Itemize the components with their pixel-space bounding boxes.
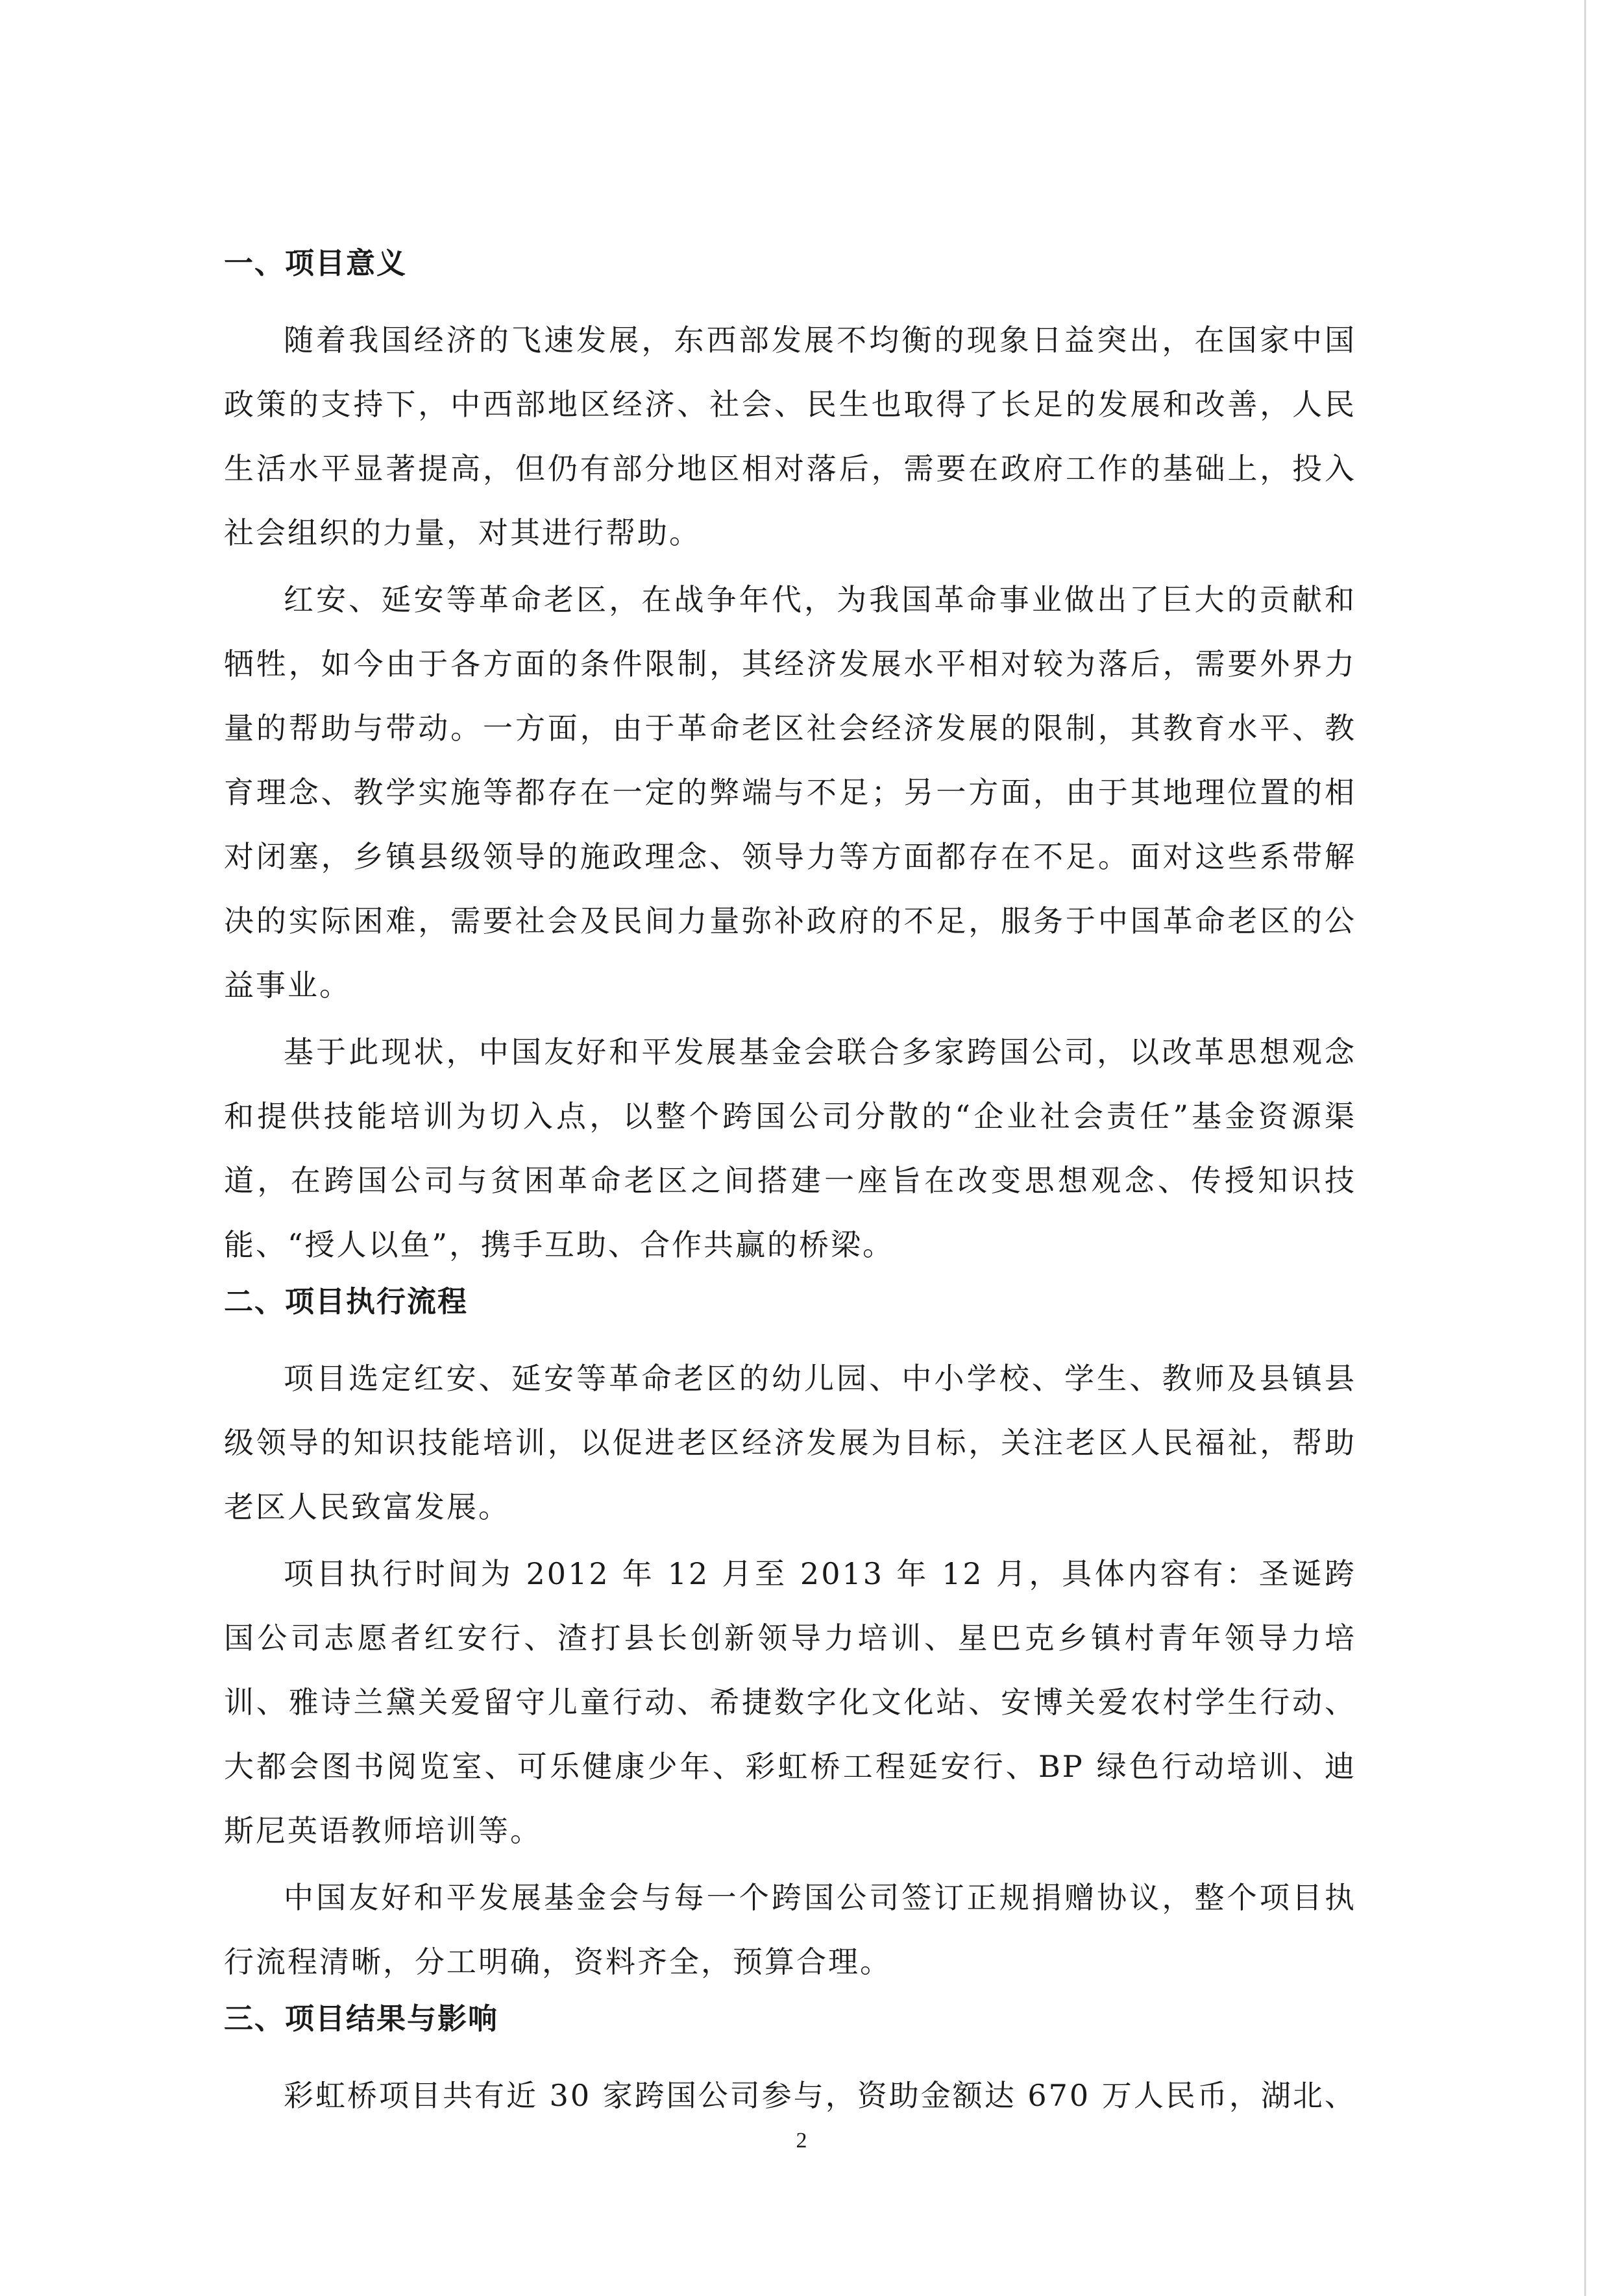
paragraph: 彩虹桥项目共有近 30 家跨国公司参与，资助金额达 670 万人民币，湖北、 — [284, 2078, 1356, 2113]
scan-edge-shadow — [1584, 0, 1586, 2296]
page-number: 2 — [796, 2129, 807, 2153]
paragraph: 基于此现状，中国友好和平发展基金会联合多家跨国公司，以改革思想观念和提供技能培训为切入点，以整个跨国公司分散的“企业社会责任”基金资源渠道，在跨国公司与贫困革命老区之间搭建一座旨在改变思想观念、传授知识技能、“授人以鱼”，携手互助、合作共赢的桥梁。 — [224, 1034, 1356, 1262]
document-body — [224, 241, 1356, 2131]
section-heading-process: 二、项目执行流程 — [224, 1284, 469, 1319]
paragraph: 项目选定红安、延安等革命老区的幼儿园、中小学校、学生、教师及县镇县级领导的知识技能培训，以促进老区经济发展为目标，关注老区人民福祉，帮助老区人民致富发展。 — [224, 1361, 1356, 1524]
paragraph: 随着我国经济的飞速发展，东西部发展不均衡的现象日益突出，在国家中国政策的支持下，中西部地区经济、社会、民生也取得了长足的发展和改善，人民生活水平显著提高，但仍有部分地区相对落后，需要在政府工作的基础上，投入社会组织的力量，对其进行帮助。 — [224, 323, 1356, 550]
paragraph: 红安、延安等革命老区，在战争年代，为我国革命事业做出了巨大的贡献和牺牲，如今由于各方面的条件限制，其经济发展水平相对较为落后，需要外界力量的帮助与带动。一方面，由于革命老区社会经济发展的限制，其教育水平、教育理念、教学实施等都存在一定的弊端与不足；另一方面，由于其地理位置的相对闭塞，乡镇县级领导的施政理念、领导力等方面都存在不足。面对这些系带解决的实际困难，需要社会及民间力量弥补政府的不足，服务于中国革命老区的公益事业。 — [224, 582, 1356, 1003]
section-heading-results: 三、项目结果与影响 — [224, 2001, 499, 2036]
section-heading-significance: 一、项目意义 — [224, 246, 408, 280]
paragraph: 项目执行时间为 2012 年 12 月至 2013 年 12 月，具体内容有：圣诞跨国公司志愿者红安行、渣打县长创新领导力培训、星巴克乡镇村青年领导力培训、雅诗兰黛关爱留守儿童行动、希捷数字化文化站、安博关爱农村学生行动、大都会图书阅览室、可乐健康少年、彩虹桥工程延安行、BP 绿色行动培训、迪斯尼英语教师培训等。 — [224, 1556, 1356, 1848]
paragraph: 中国友好和平发展基金会与每一个跨国公司签订正规捐赠协议，整个项目执行流程清晰，分工明确，资料齐全，预算合理。 — [224, 1880, 1356, 1979]
